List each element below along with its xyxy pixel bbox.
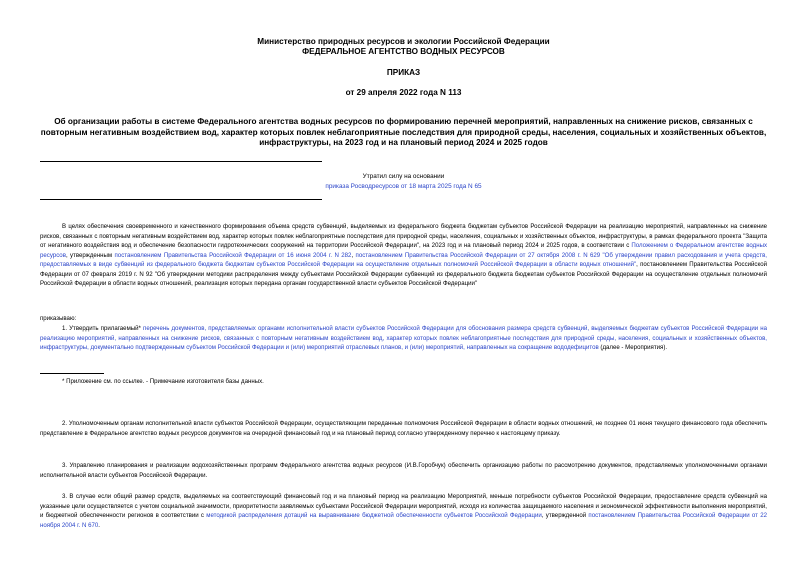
document-title: Об организации работы в системе Федерального агентства водных ресурсов по формированию перечней мероприятий, направленных на снижение рисков, связанных с повторным негативным воздействием вод, характер которых повлек неблагоприятные последствия для природной среды, населения, социальных и хозяйственных объектов, инфраструктуры, на 2023 год и на плановый период 2024 и 2025 годов bbox=[40, 117, 767, 147]
methodology-link[interactable]: методикой распределения дотаций на выравнивание бюджетной обеспеченности субъектов Российской Федерации bbox=[206, 512, 542, 519]
preamble-text: , утвержденным bbox=[65, 251, 115, 259]
item-2: 2. Уполномоченным органам исполнительной власти субъектов Российской Федерации, осуществляющим переданные полномочия Российской Федерации в области водных отношений, не позднее 01 июня текущего финансового года обеспечить представление в Федеральное агентство водных ресурсов документов на очередной финансовый год и на плановый период согласно утвержденному перечню к настоящему приказу. bbox=[40, 420, 767, 437]
preamble-paragraph bbox=[40, 222, 767, 289]
item-text: 3. В случае если общий размер средств, выделяемых на соответствующий финансовый год и на плановый период на реализацию Мероприятий, меньше потребности субъектов Российской Федерации, предоставление средств субвенций на указанные цели осуществляется с учетом социальной значимости, приоритетности заявляемых субъектами Российской Федерации мероприятий, исходя из количества защищаемого населения и экономической эффективности выполнения мероприятий, и бюджетной обеспеченности регионов в соответствии с bbox=[40, 493, 767, 519]
document-list-link[interactable]: перечень документов, представляемых органами исполнительной власти субъектов Российской Федерации для обоснования размера средств субвенций, выделяемых бюджетам субъектов Российской Федерации на реализацию мероприятий, направленных на снижение рисков, связанных с повторным негативным воздействием вод, характер которых повлек неблагоприятные последствия для природной среды, населения, социальных и хозяйственных объектов, инфраструктуры, документально подтвержденным субъектом Российской Федерации и (или) мероприятий отраслевых планов, и (или) мероприятий, направленных на сокращение вододефицитов bbox=[40, 325, 767, 351]
regulation-link[interactable]: Положением о Федеральном агентстве водных ресурсов bbox=[40, 242, 768, 259]
footnote: * Приложение см. по ссылке. - Примечание изготовителя базы данных. bbox=[62, 378, 264, 385]
order-word: приказываю: bbox=[40, 315, 77, 322]
preamble-text: , постановлением Правительства Российской Федерации от 07 февраля 2019 г. N 92 "Об утверждении методики распределения между субъектами Российской Федерации субвенций из федерального бюджета бюджетам субъектов Российской Федерации на осуществление отдельных полномочий Российской Федерации в области водных отношений, реализация которых передана органам государственной власти субъектов Российской Федерации" bbox=[40, 261, 767, 287]
item-3: 3. Управлению планирования и реализации водохозяйственных программ Федерального агентства водных ресурсов (И.В.Горобчук) обеспечить организацию работы по рассмотрению документов, представляемых уполномоченными органами исполнительной власти субъектов Российской Федерации. bbox=[40, 462, 767, 479]
agency-name: ФЕДЕРАЛЬНОЕ АГЕНТСТВО ВОДНЫХ РЕСУРСОВ bbox=[302, 47, 505, 56]
item-text: . bbox=[98, 521, 100, 529]
item-4 bbox=[40, 492, 767, 530]
status-note bbox=[0, 172, 807, 192]
decree-link[interactable]: постановлением Правительства Российской Федерации от 27 октября 2008 г. N 629 "Об утверждении правил расходования и учета средств, предоставляемых в виде субвенций из федерального бюджета бюджетам субъектов Российской Федерации на осуществление отдельных полномочий Российской Федерации в области водных отношений" bbox=[40, 251, 767, 268]
item-text: 1. Утвердить прилагаемый* bbox=[62, 325, 144, 332]
document-date-number: от 29 апреля 2022 года N 113 bbox=[345, 88, 462, 97]
divider bbox=[40, 161, 322, 162]
item-1 bbox=[40, 324, 767, 353]
document-type: ПРИКАЗ bbox=[386, 68, 421, 77]
item-text: , утвержденной bbox=[541, 512, 589, 519]
status-link[interactable]: приказа Росводресурсов от 18 марта 2025 года N 65 bbox=[325, 183, 482, 190]
divider bbox=[40, 199, 322, 200]
footnote-divider bbox=[40, 373, 104, 374]
ministry-name: Министерство природных ресурсов и экологии Российской Федерации bbox=[257, 37, 550, 46]
decree-link[interactable]: постановлением Правительства Российской Федерации от 22 ноября 2004 г. N 670 bbox=[40, 512, 767, 529]
status-line: Утратил силу на основании bbox=[362, 173, 445, 180]
preamble-text: В целях обеспечения своевременного и качественного формирования объема средств субвенций, выделяемых из федерального бюджета бюджетам субъектов Российской Федерации на реализацию мероприятий, направленных на снижение рисков, связанных с повторным негативным воздействием вод, характер которых повлек неблагоприятные последствия для природной среды, населения, социальных и хозяйственных объектов, инфраструктуры, в рамках федерального проекта "Защита от негативного воздействия вод и обеспечение безопасности гидротехнических сооружений на территории Российской Федерации", на 2023 год и на плановый период 2024 и 2025 годов, в соответствии с bbox=[40, 223, 767, 249]
preamble-text: , bbox=[351, 251, 356, 259]
decree-link[interactable]: постановлением Правительства Российской Федерации от 16 июня 2004 г. N 282 bbox=[114, 251, 352, 259]
item-text: (далее - Мероприятия). bbox=[598, 344, 668, 351]
